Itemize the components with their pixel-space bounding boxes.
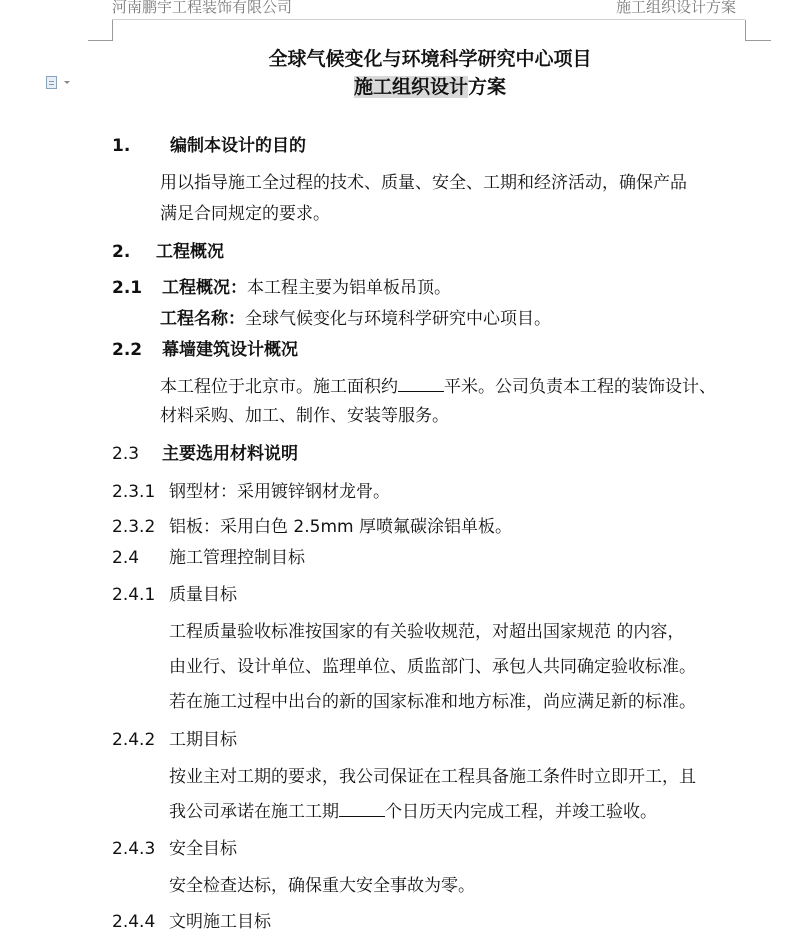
section-title: 文明施工目标 — [169, 912, 271, 932]
crop-mark-left-vertical — [112, 20, 113, 41]
section-number: 2.4.4 — [112, 912, 156, 932]
section-title: 主要选用材料说明 — [162, 444, 298, 464]
paragraph-line: 用以指导施工全过程的技术、质量、安全、工期和经济活动，确保产品 — [160, 173, 687, 193]
paragraph-line — [169, 797, 657, 822]
section-number: 2.2 — [112, 340, 143, 360]
section-title: 质量目标 — [169, 585, 237, 605]
section-title: 工期目标 — [169, 730, 237, 750]
section-2-3-heading — [112, 439, 298, 464]
paragraph-line: 材料采购、加工、制作、安装等服务。 — [160, 406, 449, 426]
field-value: 全球气候变化与环境科学研究中心项目。 — [245, 309, 551, 329]
crop-mark-right-horizontal — [745, 40, 771, 41]
section-2-4-4-heading — [112, 907, 271, 932]
field-value: 钢型材：采用镀锌钢材龙骨。 — [169, 482, 390, 502]
section-2-3-2-line — [112, 512, 512, 537]
section-2-1-line — [112, 273, 451, 298]
crop-mark-right-vertical — [745, 20, 746, 41]
section-number: 2.3.1 — [112, 482, 156, 502]
section-number: 2.4.1 — [112, 585, 156, 605]
project-name-line — [160, 304, 551, 329]
section-number: 2. — [112, 242, 131, 262]
header-company-name: 河南鹏宇工程装饰有限公司 — [112, 0, 293, 16]
section-2-heading — [112, 237, 224, 262]
field-value: 铝板：采用白色 2.5mm 厚喷氟碳涂铝单板。 — [169, 517, 512, 537]
section-number: 2.4 — [112, 548, 140, 568]
title-selected-text[interactable]: 施工组织设计 — [353, 76, 468, 98]
header-rule — [112, 19, 745, 20]
text-segment: 我公司承诺在施工工期 — [169, 802, 339, 822]
section-title: 安全目标 — [169, 839, 237, 859]
paragraph-line: 按业主对工期的要求，我公司保证在工程具备施工条件时立即开工，且 — [169, 767, 696, 787]
section-1-heading — [112, 131, 306, 156]
field-value: 本工程主要为铝单板吊顶。 — [247, 278, 451, 298]
section-number: 2.3.2 — [112, 517, 156, 537]
text-segment: 本工程位于北京市。施工面积约 — [160, 377, 398, 397]
section-title: 编制本设计的目的 — [170, 136, 306, 156]
section-number: 2.4.3 — [112, 839, 156, 859]
paragraph-line: 由业行、设计单位、监理单位、质监部门、承包人共同确定验收标准。 — [169, 657, 696, 677]
section-number: 1. — [112, 136, 131, 156]
paragraph-line: 安全检查达标，确保重大安全事故为零。 — [169, 876, 475, 896]
paragraph-line: 若在施工过程中出台的新的国家标准和地方标准，尚应满足新的标准。 — [169, 692, 696, 712]
section-2-4-2-heading — [112, 725, 237, 750]
section-number: 2.1 — [112, 278, 143, 298]
text-segment: 平米。公司负责本工程的装饰设计、 — [444, 377, 716, 397]
blank-underline — [398, 377, 444, 392]
section-2-4-1-heading — [112, 580, 237, 605]
title-rest-text: 方案 — [468, 76, 507, 98]
document-title-line2 — [0, 72, 793, 99]
section-number: 2.3 — [112, 444, 140, 464]
paragraph-line: 工程质量验收标准按国家的有关验收规范，对超出国家规范 的内容， — [169, 622, 685, 642]
section-number: 2.4.2 — [112, 730, 156, 750]
field-label: 工程名称： — [160, 309, 245, 329]
document-title-line1: 全球气候变化与环境科学研究中心项目 — [268, 48, 592, 70]
section-2-4-3-heading — [112, 834, 237, 859]
header-document-type: 施工组织设计方案 — [616, 0, 737, 16]
text-segment: 个日历天内完成工程，并竣工验收。 — [385, 802, 657, 822]
section-2-4-heading — [112, 543, 305, 568]
field-label: 工程概况： — [162, 278, 247, 298]
section-title: 幕墙建筑设计概况 — [162, 340, 298, 360]
paragraph-line: 满足合同规定的要求。 — [160, 204, 330, 224]
section-2-2-heading — [112, 335, 298, 360]
section-title: 施工管理控制目标 — [169, 548, 305, 568]
section-title: 工程概况 — [156, 242, 224, 262]
crop-mark-left-horizontal — [88, 40, 112, 41]
section-2-3-1-line — [112, 477, 390, 502]
blank-underline — [339, 802, 385, 817]
paragraph-line — [160, 372, 716, 397]
